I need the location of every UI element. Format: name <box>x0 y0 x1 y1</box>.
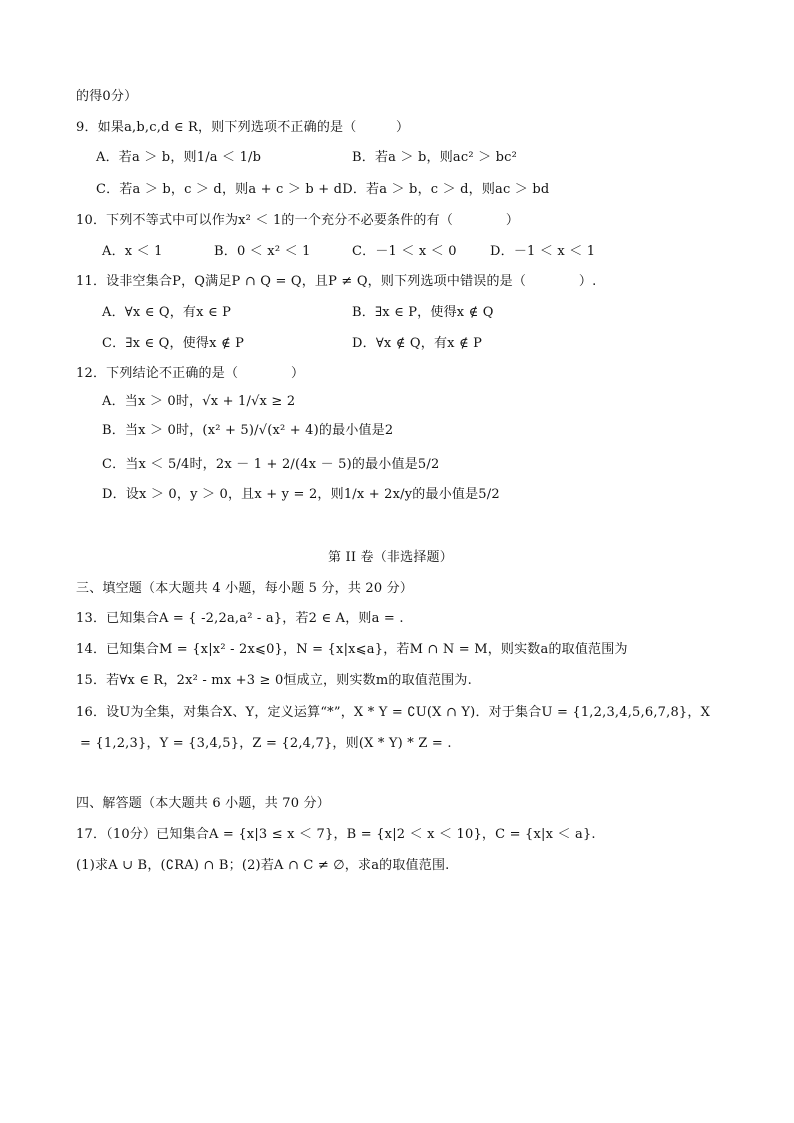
question-13: 13．已知集合A = { -2,2a,a² - a}，若2 ∈ A，则a = . <box>76 611 404 626</box>
question-14: 14．已知集合M = {x|x² - 2x⩽0}，N = {x|x⩽a}，若M ∩ N = M，则实数a的取值范围为 <box>76 642 628 657</box>
q11-option-d: D．∀x ∉ Q，有x ∉ P <box>352 336 483 351</box>
q12-option-c: C．当x ＜ 5/4时，2x － 1 + 2/(4x － 5)的最小值是5/2 <box>102 457 440 472</box>
question-16-line-1: 16．设U为全集，对集合X、Y，定义运算“*”，X * Y = ∁U(X ∩ Y)．对于集合U = {1,2,3,4,5,6,7,8}，X <box>76 705 711 720</box>
q12-option-a: A．当x ＞ 0时，√x + 1/√x ≥ 2 <box>102 394 296 409</box>
q9-option-a: A．若a ＞ b，则1/a ＜ 1/b <box>96 150 262 165</box>
q12-option-b: B．当x ＞ 0时，(x² + 5)/√(x² + 4)的最小值是2 <box>102 423 394 438</box>
q12-option-d: D．设x ＞ 0，y ＞ 0，且x + y = 2，则1/x + 2x/y的最小值是5/2 <box>102 487 500 502</box>
question-15: 15．若∀x ∈ R，2x² - mx +3 ≥ 0恒成立，则实数m的取值范围为. <box>76 673 472 688</box>
question-11-stem: 11．设非空集合P，Q满足P ∩ Q = Q，且P ≠ Q，则下列选项中错误的是（ ）. <box>76 274 597 289</box>
question-17-stem: 17．（10分）已知集合A = {x|3 ≤ x ＜ 7}，B = {x|2 ＜ x ＜ 10}，C = {x|x ＜ a}. <box>76 827 596 842</box>
q11-option-b: B．∃x ∈ P，使得x ∉ Q <box>352 305 494 320</box>
question-9-stem: 9．如果a,b,c,d ∈ R，则下列选项不正确的是（ ） <box>76 120 410 135</box>
q9-option-b: B．若a ＞ b，则ac² ＞ bc² <box>352 150 518 165</box>
question-12-stem: 12．下列结论不正确的是（ ） <box>76 366 305 381</box>
q10-option-b: B．0 ＜ x² ＜ 1 <box>214 244 311 259</box>
q10-option-a: A．x ＜ 1 <box>102 244 163 259</box>
question-16-line-2: = {1,2,3}，Y = {3,4,5}，Z = {2,4,7}，则(X * Y) * Z = . <box>80 736 452 751</box>
q11-option-a: A．∀x ∈ Q，有x ∈ P <box>102 305 232 320</box>
question-17-parts: (1)求A ∪ B，(∁RA) ∩ B；(2)若A ∩ C ≠ ∅，求a的取值范围. <box>76 858 450 873</box>
text-line-prev-note: 的得0分） <box>76 89 138 104</box>
q10-option-d: D．－1 ＜ x ＜ 1 <box>490 244 596 259</box>
volume-ii-heading: 第 II 卷（非选择题） <box>328 550 453 565</box>
section-3-heading: 三、填空题（本大题共 4 小题，每小题 5 分，共 20 分） <box>76 581 414 596</box>
question-10-stem: 10．下列不等式中可以作为x² ＜ 1的一个充分不必要条件的有（ ） <box>76 213 520 228</box>
q10-option-c: C．－1 ＜ x ＜ 0 <box>352 244 457 259</box>
q11-option-c: C．∃x ∈ Q，使得x ∉ P <box>102 336 245 351</box>
section-4-heading: 四、解答题（本大题共 6 小题，共 70 分） <box>76 796 330 811</box>
q9-option-c-d: C．若a ＞ b，c ＞ d，则a + c ＞ b + dD．若a ＞ b，c ＞ d，则ac ＞ bd <box>96 182 550 197</box>
